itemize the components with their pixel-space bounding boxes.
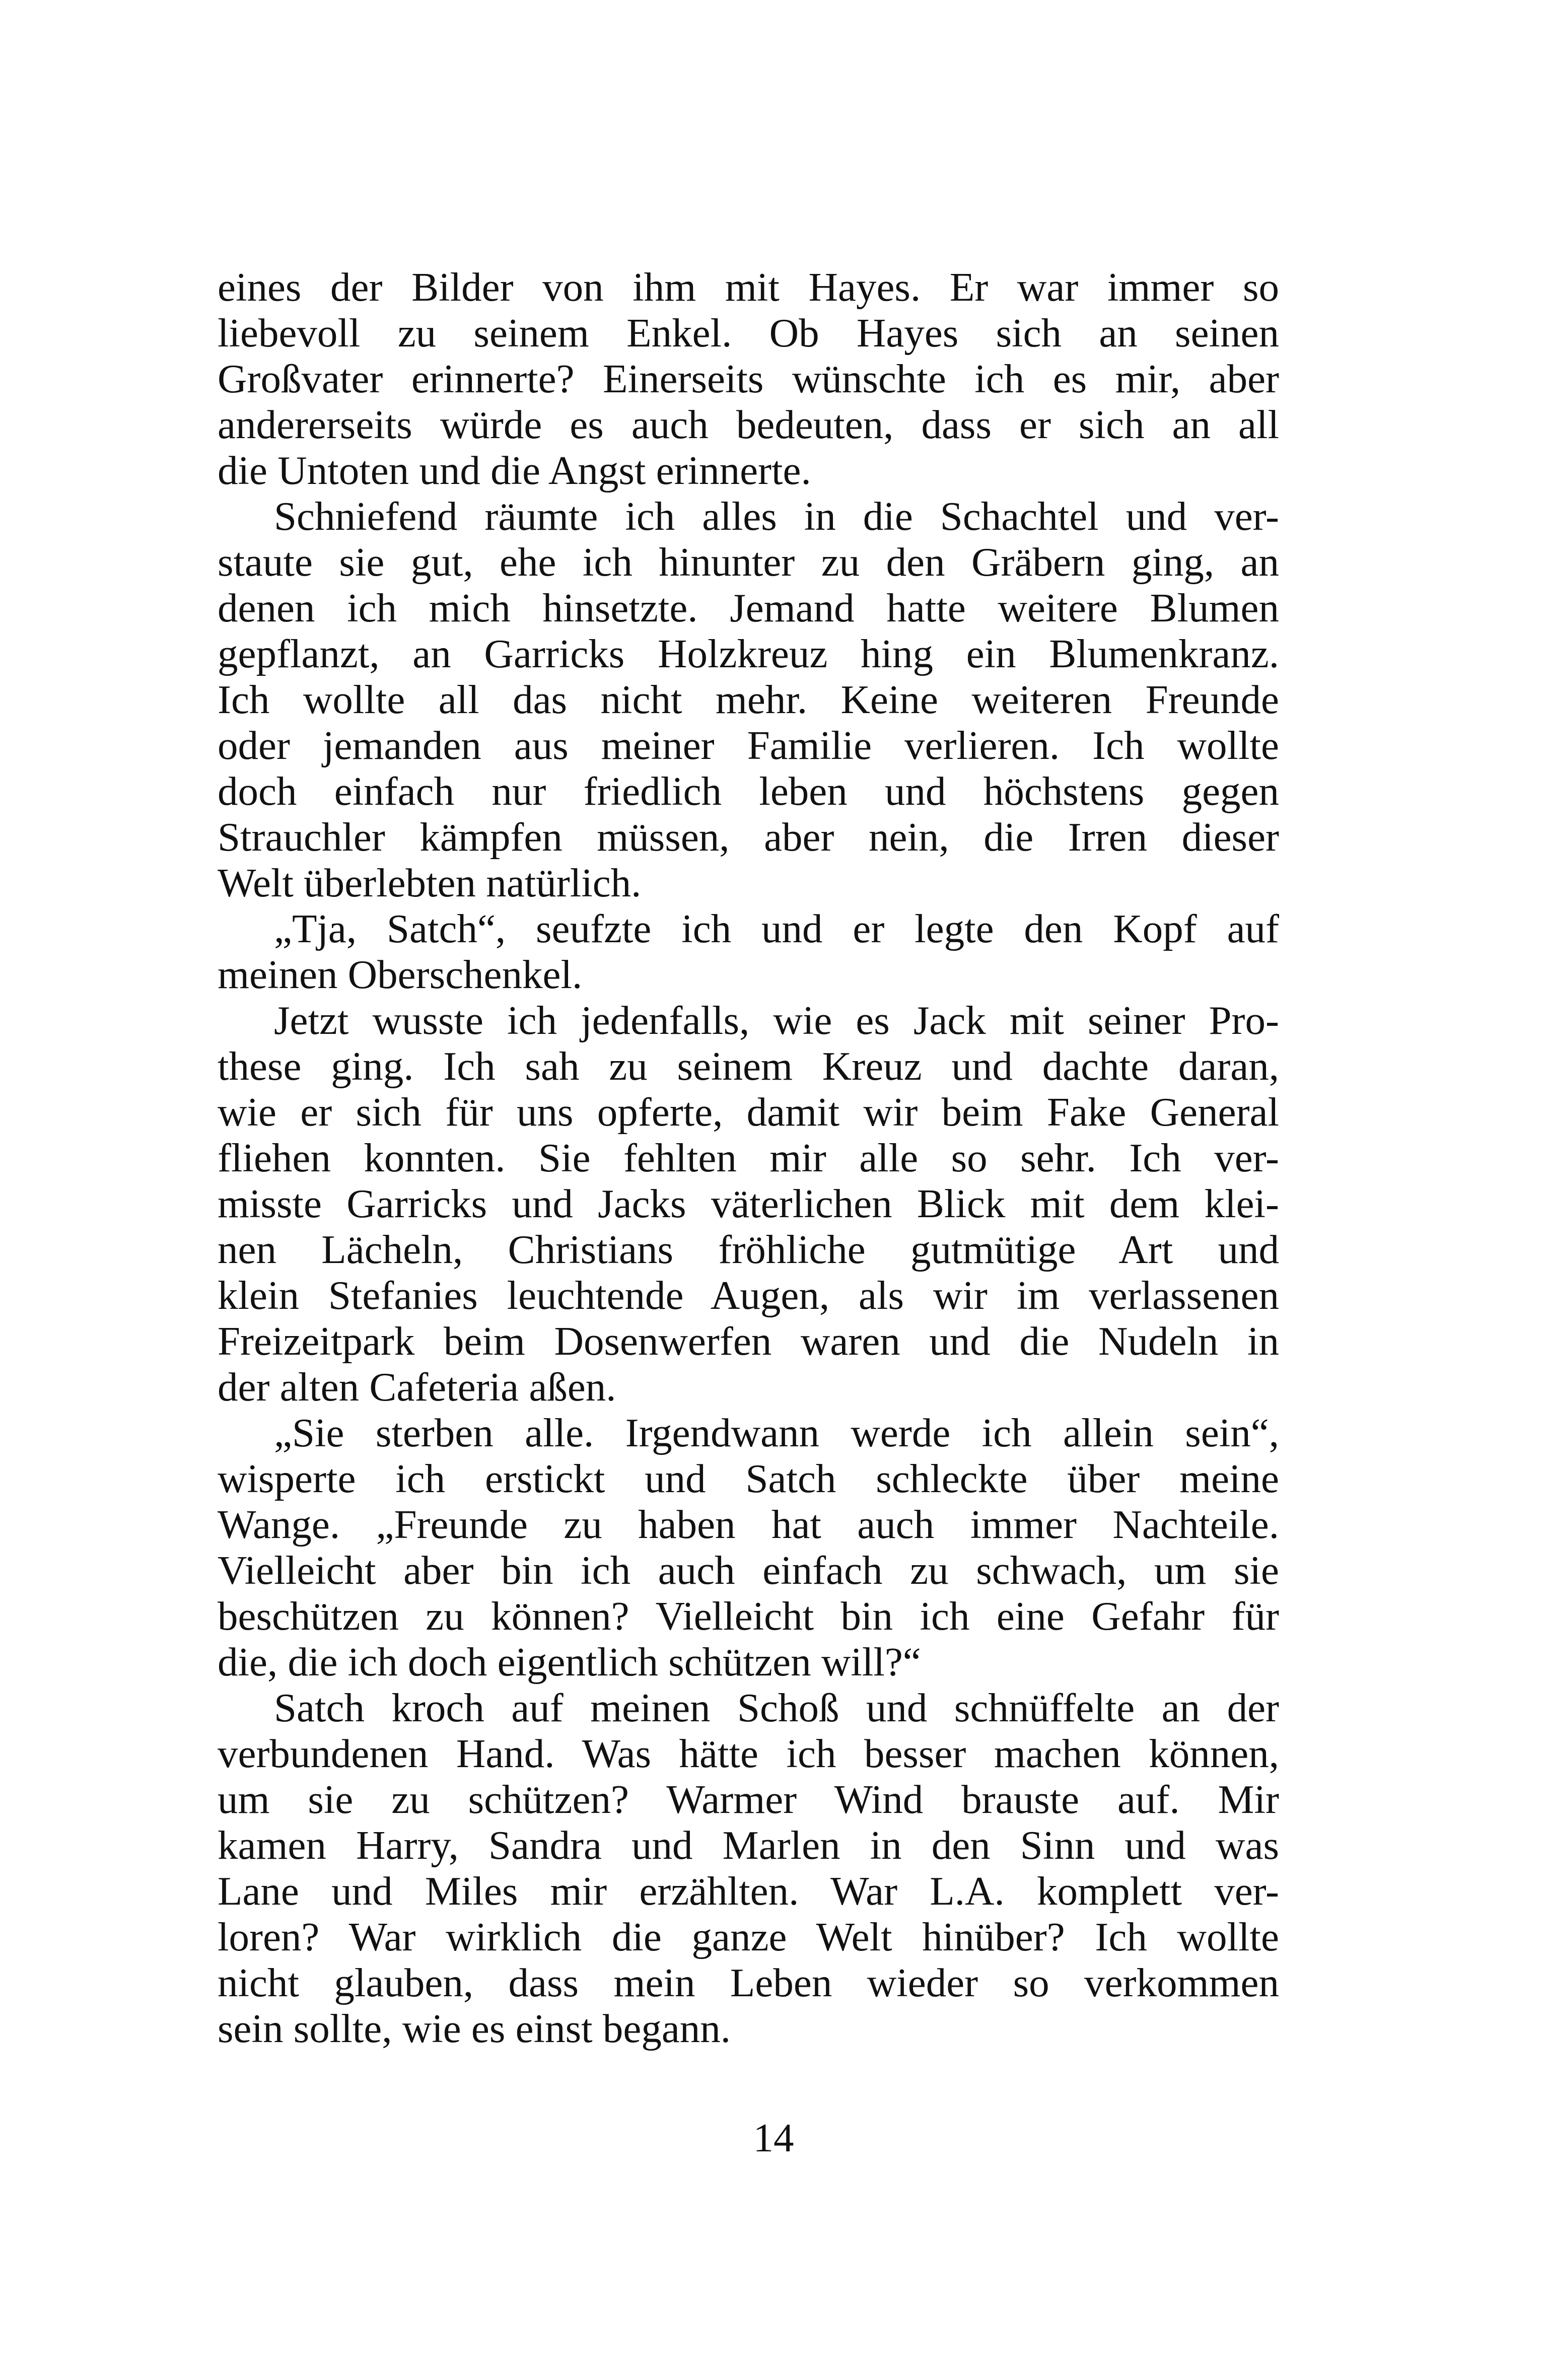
text-line: Lane und Miles mir erzählten. War L.A. komplett ver- bbox=[218, 1868, 1279, 1914]
text-line: der alten Cafeteria aßen. bbox=[218, 1364, 616, 1410]
page-number: 14 bbox=[753, 2115, 794, 2160]
text-line: die, die ich doch eigentlich schützen will?“ bbox=[218, 1639, 921, 1685]
text-line: Vielleicht aber bin ich auch einfach zu schwach, um sie bbox=[218, 1548, 1279, 1593]
text-line: denen ich mich hinsetzte. Jemand hatte weitere Blumen bbox=[218, 585, 1279, 631]
text-line: Strauchler kämpfen müssen, aber nein, die Irren dieser bbox=[218, 814, 1279, 860]
text-line: loren? War wirklich die ganze Welt hinüber? Ich wollte bbox=[218, 1914, 1279, 1959]
text-line: Ich wollte all das nicht mehr. Keine weiteren Freunde bbox=[218, 677, 1279, 722]
text-line: verbundenen Hand. Was hätte ich besser machen können, bbox=[218, 1731, 1279, 1776]
text-line: nen Lächeln, Christians fröhliche gutmütige Art und bbox=[218, 1227, 1279, 1272]
text-line: staute sie gut, ehe ich hinunter zu den Gräbern ging, an bbox=[218, 539, 1279, 585]
text-line: Welt überlebten natürlich. bbox=[218, 860, 642, 905]
text-line: eines der Bilder von ihm mit Hayes. Er war immer so bbox=[218, 264, 1279, 310]
text-line: these ging. Ich sah zu seinem Kreuz und dachte daran, bbox=[218, 1043, 1279, 1089]
text-line: misste Garricks und Jacks väterlichen Blick mit dem klei- bbox=[218, 1181, 1279, 1226]
text-line: Schniefend räumte ich alles in die Schachtel und ver- bbox=[274, 494, 1279, 539]
text-line: Jetzt wusste ich jedenfalls, wie es Jack mit seiner Pro- bbox=[274, 998, 1279, 1043]
text-line: Wange. „Freunde zu haben hat auch immer Nachteile. bbox=[218, 1502, 1279, 1547]
text-line: andererseits würde es auch bedeuten, dass er sich an all bbox=[218, 402, 1279, 447]
body-text bbox=[218, 264, 1279, 2052]
text-line: sein sollte, wie es einst begann. bbox=[218, 2006, 731, 2051]
text-line: liebevoll zu seinem Enkel. Ob Hayes sich an seinen bbox=[218, 310, 1279, 356]
text-line: gepflanzt, an Garricks Holzkreuz hing ein Blumenkranz. bbox=[218, 631, 1279, 676]
text-line: meinen Oberschenkel. bbox=[218, 952, 583, 997]
text-line: Großvater erinnerte? Einerseits wünschte ich es mir, aber bbox=[218, 356, 1279, 401]
text-line: wisperte ich erstickt und Satch schleckte über meine bbox=[218, 1456, 1279, 1501]
text-line: Freizeitpark beim Dosenwerfen waren und die Nudeln in bbox=[218, 1318, 1279, 1364]
text-line: nicht glauben, dass mein Leben wieder so verkommen bbox=[218, 1960, 1279, 2005]
text-line: beschützen zu können? Vielleicht bin ich eine Gefahr für bbox=[218, 1593, 1279, 1639]
text-line: Satch kroch auf meinen Schoß und schnüffelte an der bbox=[274, 1685, 1279, 1730]
text-line: klein Stefanies leuchtende Augen, als wir im verlassenen bbox=[218, 1273, 1279, 1318]
text-line: kamen Harry, Sandra und Marlen in den Sinn und was bbox=[218, 1823, 1279, 1868]
text-line: doch einfach nur friedlich leben und höchstens gegen bbox=[218, 768, 1279, 814]
text-line: oder jemanden aus meiner Familie verlieren. Ich wollte bbox=[218, 723, 1279, 768]
text-line: „Sie sterben alle. Irgendwann werde ich allein sein“, bbox=[274, 1410, 1279, 1455]
text-line: fliehen konnten. Sie fehlten mir alle so sehr. Ich ver- bbox=[218, 1135, 1279, 1180]
text-line: wie er sich für uns opferte, damit wir beim Fake General bbox=[218, 1089, 1279, 1135]
text-line: um sie zu schützen? Warmer Wind brauste auf. Mir bbox=[218, 1777, 1279, 1822]
text-line: die Untoten und die Angst erinnerte. bbox=[218, 448, 811, 493]
text-line: „Tja, Satch“, seufzte ich und er legte den Kopf auf bbox=[274, 906, 1279, 951]
